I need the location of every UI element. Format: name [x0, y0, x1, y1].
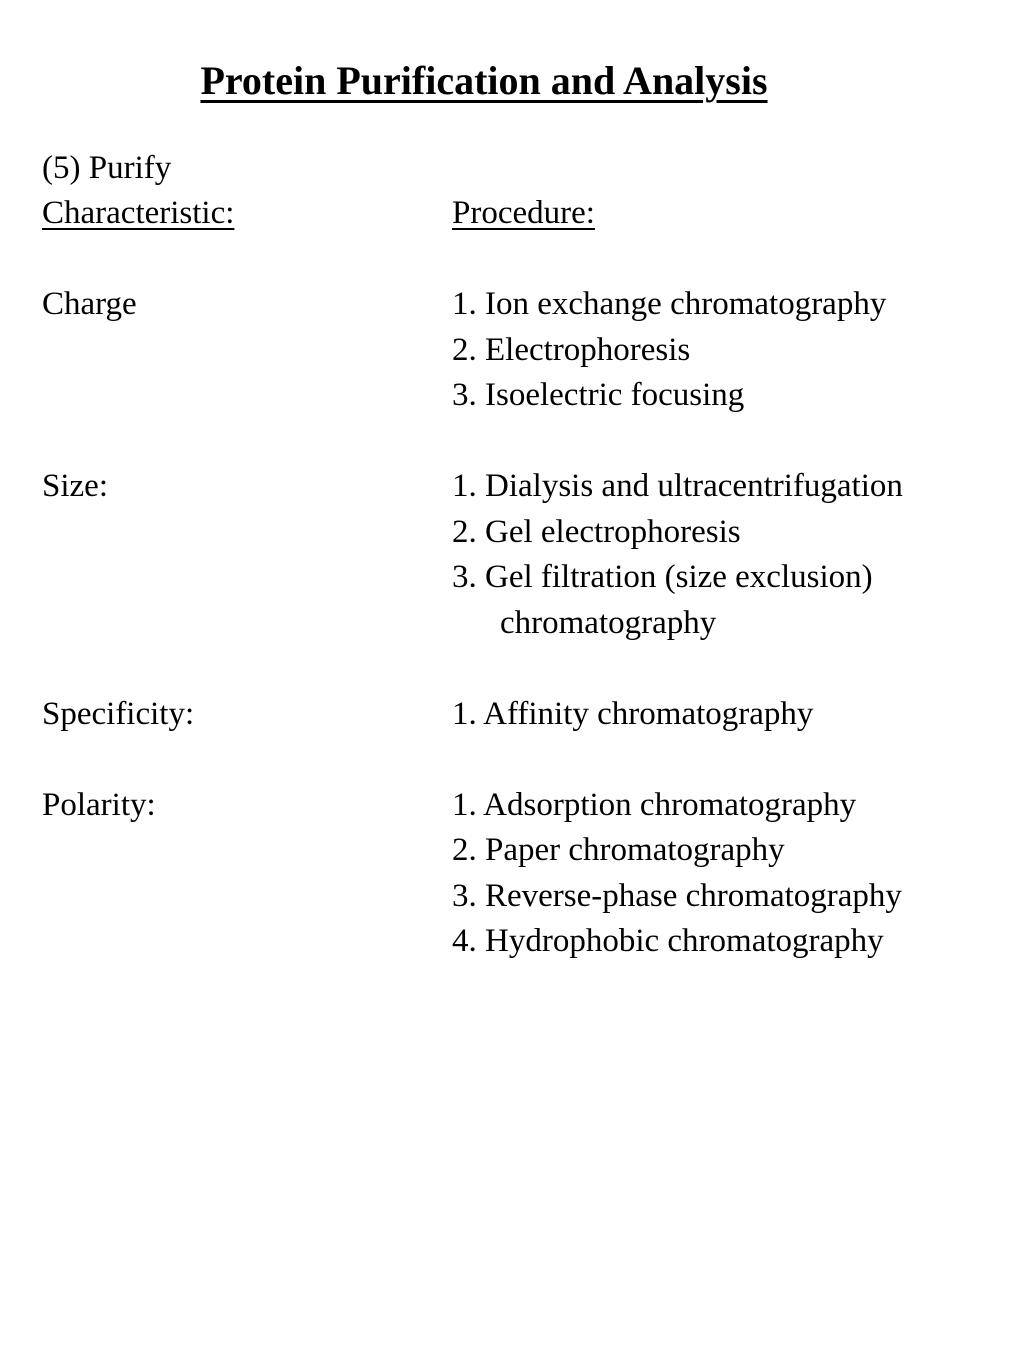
characteristic-header: Characteristic: [42, 195, 235, 231]
procedure-item: 3. Reverse-phase chromatography [452, 878, 902, 914]
page-title: Protein Purification and Analysis [200, 58, 768, 103]
section-label: (5) Purify [42, 150, 172, 186]
characteristic-polarity: Polarity: [42, 787, 156, 823]
procedure-item: 1. Adsorption chromatography [452, 787, 857, 823]
procedure-item: 4. Hydrophobic chromatography [452, 923, 884, 959]
procedure-item: 2. Electrophoresis [452, 332, 691, 368]
procedure-header: Procedure: [452, 195, 595, 231]
procedure-item: 1. Affinity chromatography [452, 696, 814, 732]
procedure-item-continuation: chromatography [500, 605, 717, 641]
procedure-item: 2. Paper chromatography [452, 832, 785, 868]
characteristic-charge: Charge [42, 286, 137, 322]
procedure-item: 1. Dialysis and ultracentrifugation [452, 468, 903, 504]
procedure-item: 2. Gel electrophoresis [452, 514, 741, 550]
procedure-item: 3. Isoelectric focusing [452, 377, 745, 413]
characteristic-size: Size: [42, 468, 108, 504]
characteristic-specificity: Specificity: [42, 696, 195, 732]
procedure-item: 1. Ion exchange chromatography [452, 286, 887, 322]
procedure-item: 3. Gel filtration (size exclusion) [452, 559, 873, 595]
